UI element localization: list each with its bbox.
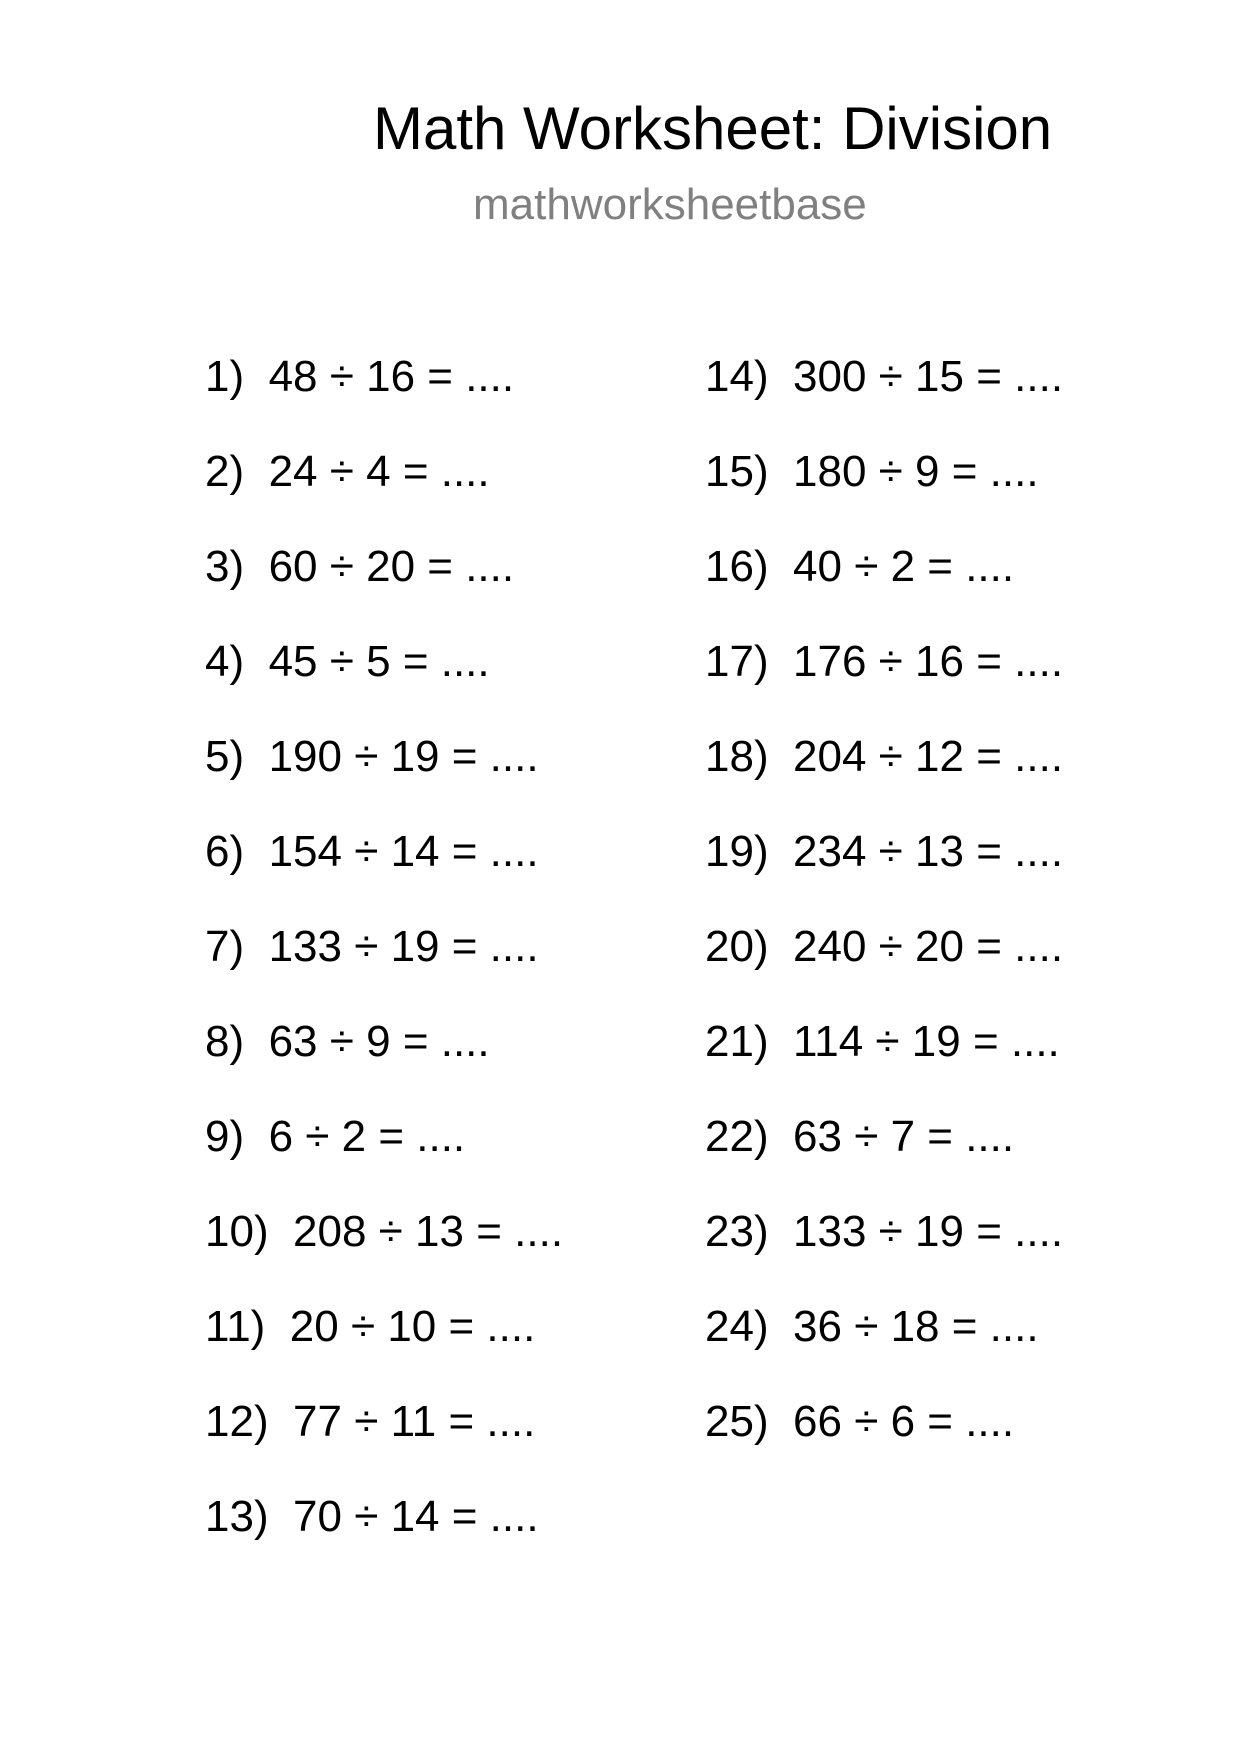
- problem-number: 22): [705, 1112, 769, 1161]
- problem-number: 15): [705, 447, 769, 496]
- problem-expression: 300 ÷ 15 = ....: [793, 352, 1064, 401]
- problem-expression: 24 ÷ 4 = ....: [268, 447, 490, 496]
- problem-item: [205, 826, 563, 921]
- problem-item: [705, 1301, 1063, 1396]
- problem-number: 21): [705, 1017, 769, 1066]
- problem-item: [705, 1396, 1063, 1491]
- page-subtitle: mathworksheetbase: [473, 180, 867, 229]
- problem-expression: 48 ÷ 16 = ....: [268, 352, 515, 401]
- problem-number: 10): [205, 1207, 269, 1256]
- page-title: Math Worksheet: Division: [373, 95, 1053, 162]
- problem-item: [205, 1491, 563, 1586]
- problem-item: [705, 1016, 1063, 1111]
- problem-expression: 20 ÷ 10 = ....: [289, 1302, 536, 1351]
- problem-item: [205, 1111, 563, 1206]
- problem-item: [205, 1016, 563, 1111]
- problem-number: 14): [705, 352, 769, 401]
- problem-number: 25): [705, 1397, 769, 1446]
- problem-item: [705, 636, 1063, 731]
- problem-expression: 190 ÷ 19 = ....: [268, 732, 539, 781]
- problem-expression: 176 ÷ 16 = ....: [793, 637, 1064, 686]
- problem-expression: 70 ÷ 14 = ....: [293, 1492, 539, 1541]
- problem-number: 16): [705, 542, 769, 591]
- problem-expression: 6 ÷ 2 = ....: [268, 1112, 466, 1161]
- problem-item: [705, 731, 1063, 826]
- problem-item: [705, 826, 1063, 921]
- problem-item: [205, 541, 563, 636]
- problem-number: 13): [205, 1492, 269, 1541]
- problem-expression: 240 ÷ 20 = ....: [793, 922, 1064, 971]
- problem-item: [705, 541, 1063, 636]
- problem-item: [205, 1206, 563, 1301]
- problem-expression: 77 ÷ 11 = ....: [293, 1397, 536, 1446]
- problem-number: 19): [705, 827, 769, 876]
- problem-item: [205, 446, 563, 541]
- problem-number: 11): [205, 1302, 266, 1351]
- problem-item: [205, 921, 563, 1016]
- problem-expression: 60 ÷ 20 = ....: [268, 542, 515, 591]
- problem-column-left: [205, 351, 563, 1586]
- problem-expression: 63 ÷ 7 = ....: [793, 1112, 1015, 1161]
- problem-item: [205, 636, 563, 731]
- problem-number: 1): [205, 352, 245, 401]
- problem-number: 6): [205, 827, 245, 876]
- problem-expression: 63 ÷ 9 = ....: [268, 1017, 490, 1066]
- problem-number: 23): [705, 1207, 769, 1256]
- problem-number: 9): [205, 1112, 245, 1161]
- problem-expression: 234 ÷ 13 = ....: [793, 827, 1064, 876]
- problem-item: [705, 446, 1063, 541]
- problem-number: 3): [205, 542, 245, 591]
- problem-expression: 66 ÷ 6 = ....: [793, 1397, 1015, 1446]
- problem-expression: 36 ÷ 18 = ....: [793, 1302, 1039, 1351]
- problem-expression: 45 ÷ 5 = ....: [268, 637, 490, 686]
- problem-expression: 180 ÷ 9 = ....: [793, 447, 1039, 496]
- problem-expression: 40 ÷ 2 = ....: [793, 542, 1015, 591]
- problem-column-right: [705, 351, 1063, 1491]
- problem-expression: 114 ÷ 19 = ....: [793, 1017, 1060, 1066]
- problem-number: 24): [705, 1302, 769, 1351]
- problem-number: 18): [705, 732, 769, 781]
- problem-expression: 133 ÷ 19 = ....: [793, 1207, 1064, 1256]
- problem-number: 8): [205, 1017, 245, 1066]
- problem-expression: 133 ÷ 19 = ....: [268, 922, 539, 971]
- problem-item: [205, 731, 563, 826]
- problem-number: 2): [205, 447, 245, 496]
- problem-item: [705, 1111, 1063, 1206]
- problem-expression: 208 ÷ 13 = ....: [293, 1207, 564, 1256]
- problem-item: [205, 351, 563, 446]
- problem-number: 7): [205, 922, 245, 971]
- problem-number: 4): [205, 637, 245, 686]
- problem-expression: 204 ÷ 12 = ....: [793, 732, 1064, 781]
- problem-item: [705, 921, 1063, 1016]
- problem-item: [705, 351, 1063, 446]
- problem-number: 5): [205, 732, 245, 781]
- problem-expression: 154 ÷ 14 = ....: [268, 827, 539, 876]
- problem-number: 20): [705, 922, 769, 971]
- problem-number: 17): [705, 637, 769, 686]
- problem-item: [705, 1206, 1063, 1301]
- problem-number: 12): [205, 1397, 269, 1446]
- problem-item: [205, 1396, 563, 1491]
- problem-item: [205, 1301, 563, 1396]
